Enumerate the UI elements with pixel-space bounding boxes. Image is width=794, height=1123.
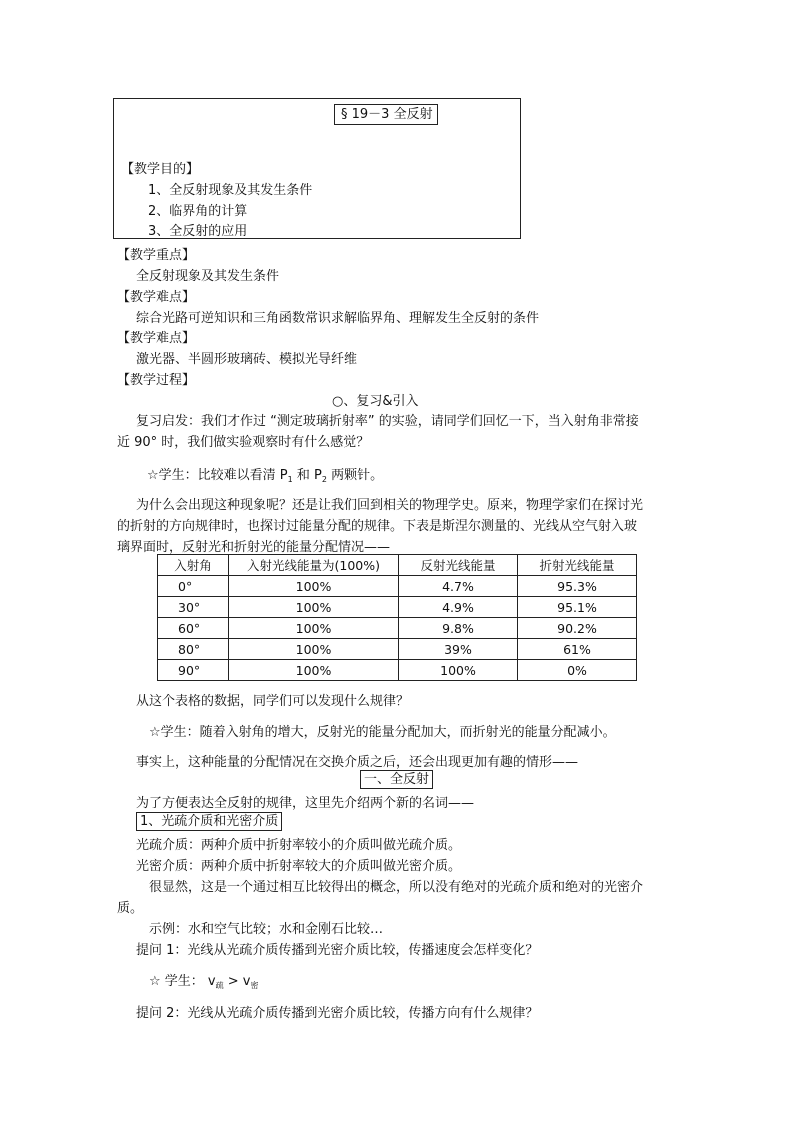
table-header: 入射光线能量为(100%) — [229, 555, 399, 576]
table-row — [158, 618, 637, 639]
table-cell: 4.9% — [399, 597, 518, 618]
answer-text: ☆学生：比较难以看清 P — [147, 468, 288, 483]
table-cell: 0% — [518, 660, 637, 681]
table-cell: 30° — [158, 597, 229, 618]
student-answer-3 — [149, 970, 258, 991]
table-cell: 80° — [158, 639, 229, 660]
answer-text: 两颗针。 — [326, 468, 384, 483]
table-cell: 100% — [229, 639, 399, 660]
subscript: 2 — [321, 475, 327, 484]
answer-text: 和 P — [292, 468, 322, 483]
difficulty-heading: 【教学难点】 — [117, 290, 196, 305]
student-answer-1 — [147, 464, 383, 484]
table-cell: 100% — [399, 660, 518, 681]
answer-text: ☆ 学生： v — [149, 974, 216, 989]
table-cell: 100% — [229, 660, 399, 681]
objective-item: 3、全反射的应用 — [148, 224, 248, 239]
table-cell: 100% — [229, 576, 399, 597]
table-cell: 90° — [158, 660, 229, 681]
definition-sparse: 光疏介质：两种介质中折射率较小的介质叫做光疏介质。 — [136, 838, 462, 853]
table-header: 反射光线能量 — [399, 555, 518, 576]
table-cell: 9.8% — [399, 618, 518, 639]
definition-dense: 光密介质：两种介质中折射率较大的介质叫做光密介质。 — [136, 859, 462, 874]
paragraph-line: 为什么会出现这种现象呢？还是让我们回到相关的物理学史。原来，物理学家们在探讨光 — [136, 498, 644, 513]
subscript: 疏 — [215, 981, 224, 990]
table-question: 从这个表格的数据，同学们可以发现什么规律？ — [136, 694, 410, 709]
table-cell: 95.1% — [518, 597, 637, 618]
table-row — [158, 660, 637, 681]
part1-heading: 一、全反射 — [360, 770, 433, 789]
table-cell: 0° — [158, 576, 229, 597]
table-cell: 100% — [229, 618, 399, 639]
question-2: 提问 2：光线从光疏介质传播到光密介质比较，传播方向有什么规律？ — [136, 1006, 539, 1021]
process-heading: 【教学过程】 — [117, 373, 196, 388]
table-cell: 90.2% — [518, 618, 637, 639]
student-answer-2: ☆学生：随着入射角的增大，反射光的能量分配加大，而折射光的能量分配减小。 — [149, 725, 616, 740]
objectives-heading: 【教学目的】 — [121, 162, 200, 177]
fact-text: 事实上，这种能量的分配情况在交换介质之后，还会出现更加有趣的情形—— — [136, 755, 579, 770]
question-1: 提问 1：光线从光疏介质传播到光密介质比较，传播速度会怎样变化？ — [136, 943, 539, 958]
table-cell: 100% — [229, 597, 399, 618]
key-text: 全反射现象及其发生条件 — [136, 269, 280, 284]
table-cell: 95.3% — [518, 576, 637, 597]
table-header: 折射光线能量 — [518, 555, 637, 576]
paragraph-line: 质。 — [117, 901, 144, 916]
table-row — [158, 597, 637, 618]
table-cell: 4.7% — [399, 576, 518, 597]
answer-text: > v — [223, 974, 251, 989]
table-header-row — [158, 555, 637, 576]
example-text: 示例：水和空气比较；水和金刚石比较… — [149, 922, 384, 937]
subscript: 密 — [250, 981, 259, 990]
subscript: 1 — [287, 475, 293, 484]
paragraph-line: 近 90° 时，我们做实验观察时有什么感觉？ — [117, 435, 370, 450]
objective-item: 2、临界角的计算 — [148, 204, 248, 219]
difficulty-text: 综合光路可逆知识和三角函数常识求解临界角、理解发生全反射的条件 — [136, 311, 540, 326]
table-header: 入射角 — [158, 555, 229, 576]
table-cell: 61% — [518, 639, 637, 660]
part0-heading: ○、复习&引入 — [332, 394, 419, 409]
table-cell: 39% — [399, 639, 518, 660]
part1-intro: 为了方便表达全反射的规律，这里先介绍两个新的名词—— — [136, 796, 475, 811]
objective-item: 1、全反射现象及其发生条件 — [148, 183, 313, 198]
table-row — [158, 639, 637, 660]
paragraph-line: 很显然，这是一个通过相互比较得出的概念，所以没有绝对的光疏介质和绝对的光密介 — [149, 880, 644, 895]
energy-table — [157, 554, 637, 681]
table-row — [158, 576, 637, 597]
tools-text: 激光器、半圆形玻璃砖、模拟光导纤维 — [136, 352, 358, 367]
paragraph-line: 璃界面时，反射光和折射光的能量分配情况—— — [117, 540, 391, 555]
paragraph-line: 复习启发：我们才作过 “测定玻璃折射率” 的实验，请同学们回忆一下，当入射角非常接 — [136, 414, 639, 429]
paragraph-line: 的折射的方向规律时，也探讨过能量分配的规律。下表是斯涅尔测量的、光线从空气射入玻 — [117, 519, 638, 534]
subsection-heading: 1、光疏介质和光密介质 — [136, 812, 282, 831]
table-cell: 60° — [158, 618, 229, 639]
lesson-title: § 19－3 全反射 — [334, 104, 438, 125]
tools-heading: 【教学难点】 — [117, 331, 196, 346]
key-heading: 【教学重点】 — [117, 248, 196, 263]
